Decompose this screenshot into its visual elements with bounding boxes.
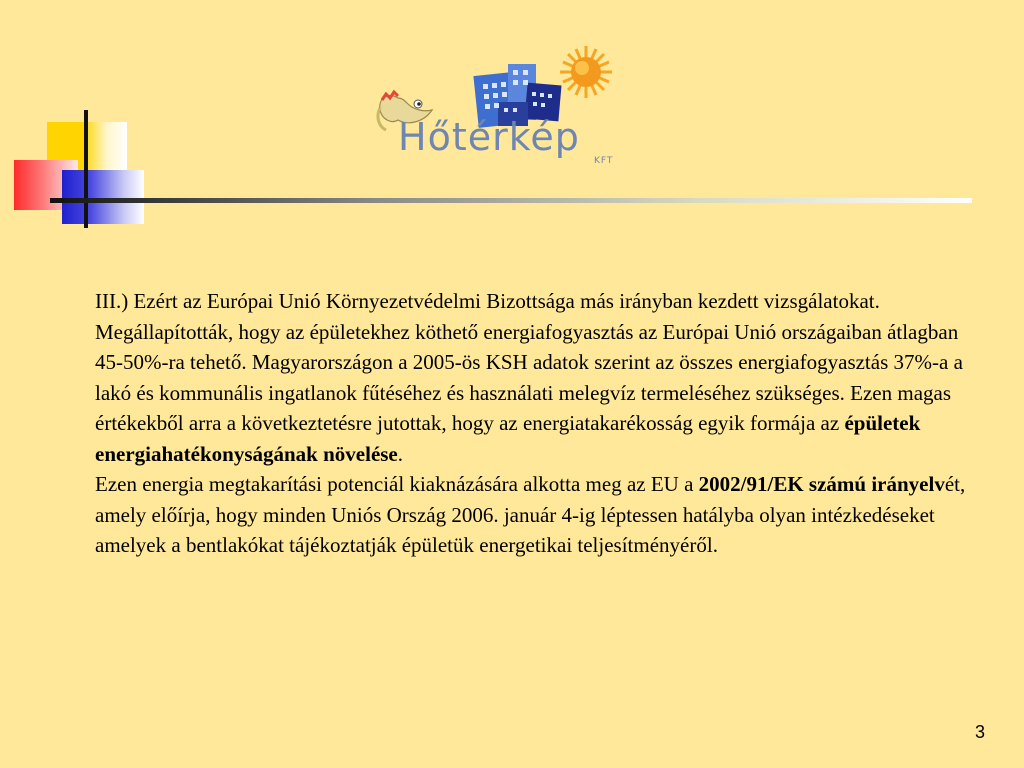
decorative-blue-square: [62, 170, 144, 224]
header-divider-line: [50, 198, 972, 203]
paragraph-energy-consumption: [95, 286, 975, 469]
paragraph2-end: ét, amely előírja, hogy minden Uniós Ország 2006. január 4-ig léptessen hatályba olyan intézkedéseket amelyek a bentlakókat tájékoztatják épületük energetikai teljesítményéről.: [95, 472, 966, 557]
paragraph1-text: III.) Ezért az Európai Unió Környezetvédelmi Bizottsága más irányban kezdett vizsgálatokat. Megállapították, hogy az épületekhez köthető energiafogyasztás az Európai Unió országaiban átlagban 45-50%-ra tehető. Magyarországon a 2005-ös KSH adatok szerint az összes energiafogyasztás 37%-a a lakó és kommunális ingatlanok fűtéséhez és használati melegvíz termeléséhez szükséges. Ezen magas értékekből arra a következtetésre jutottak, hogy az energiatakarékosság egyik formája az: [95, 289, 963, 435]
paragraph2-emphasis: 2002/91/EK számú irányelv: [698, 472, 945, 496]
paragraph1-end: .: [397, 441, 404, 466]
decorative-vertical-line: [84, 110, 88, 228]
slide-number: 3: [975, 722, 986, 742]
slide-body-text: [95, 286, 975, 561]
sun-icon: [560, 46, 612, 98]
paragraph-eu-directive: [95, 469, 975, 561]
logo-wordmark: Hőtérkép: [398, 115, 580, 159]
logo-company-suffix: KFT: [594, 156, 614, 166]
paragraph1-emphasis: épületek energiahatékonyságának növelése: [95, 411, 921, 466]
paragraph2-text: Ezen energia megtakarítási potenciál kiaknázására alkotta meg az EU a: [95, 472, 699, 496]
